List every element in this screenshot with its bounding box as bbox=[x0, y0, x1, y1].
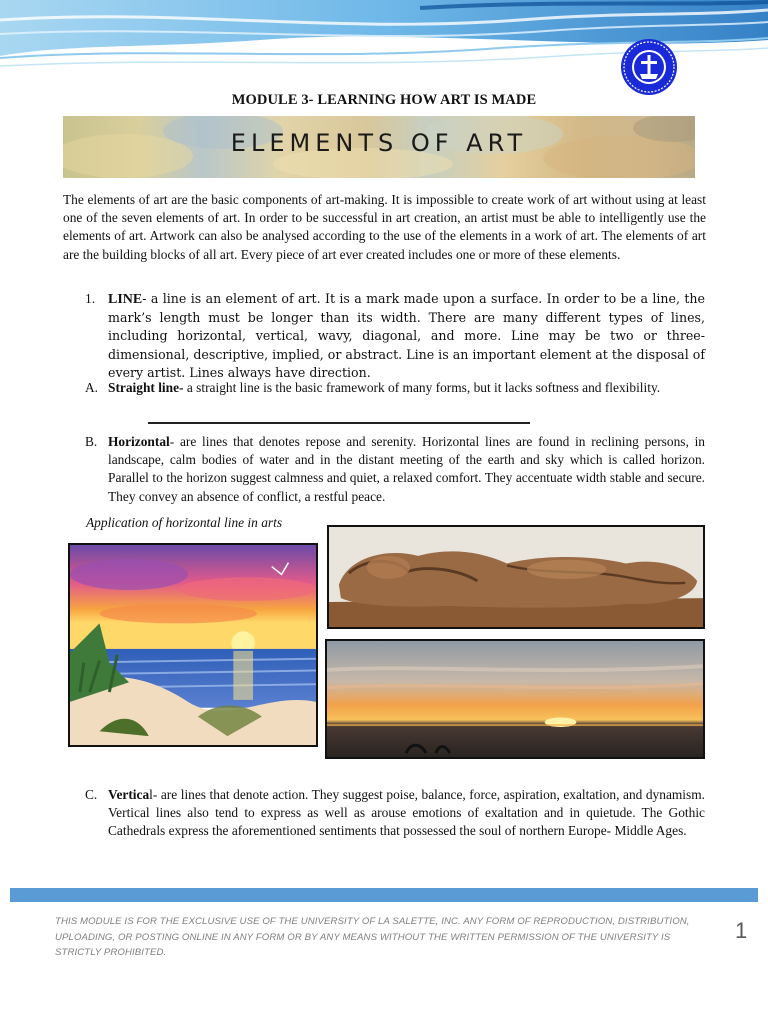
footer-copyright-notice: THIS MODULE IS FOR THE EXCLUSIVE USE OF THE UNIVERSITY OF LA SALETTE, INC. ANY FORM OF REPRODUCTION, DISTRIBUTION, UPLOADING, OR POSTING ONLINE IN ANY FORM OR BY ANY MEANS WITHOUT THE WRITTEN PERMISSION OF THE UNIVERSITY IS STRICTLY PROHIBITED. bbox=[55, 916, 690, 958]
elements-of-art-banner bbox=[63, 116, 695, 178]
university-seal-icon bbox=[620, 38, 678, 96]
list-item-horizontal bbox=[85, 433, 705, 506]
list-marker: 1. bbox=[85, 291, 96, 306]
intro-paragraph: The elements of art are the basic components of art-making. It is impossible to create work of art without using at least one of the seven elements of art. In order to be successful in art creation, an artist must be able to intelligently use the elements of art. Artwork can also be analysed according to the use of the elements in a work of art. The elements of art are the building blocks of all art. Every piece of art ever created includes one or more of these elements. bbox=[63, 192, 706, 262]
list-item-line bbox=[85, 290, 705, 382]
straight-line-definition: a straight line is the basic framework of many forms, but it lacks softness and flexibility. bbox=[183, 380, 661, 395]
reclining-figure-sculpture-image bbox=[327, 525, 705, 629]
horizontal-definition: - are lines that denotes repose and serenity. Horizontal lines are found in reclining persons, in landscape, calm bodies of water and in the distant meeting of the earth and sky which is called horizon. Parallel to the horizon suggest calmness and quiet, a relaxed comfort. They accentuate width stable and secure. They convey an absence of conflict, a restful peace. bbox=[108, 434, 705, 504]
module-title: MODULE 3- LEARNING HOW ART IS MADE bbox=[231, 92, 537, 108]
list-item-straight-line bbox=[85, 379, 705, 397]
term-straight-line: Straight line- bbox=[108, 380, 184, 395]
banner-title: ELEMENTS OF ART bbox=[230, 129, 528, 157]
horizon-sunset-photo-image bbox=[325, 639, 705, 759]
term-vertical: Vertica bbox=[108, 787, 150, 802]
vertical-definition: l- are lines that denote action. They suggest poise, balance, force, aspiration, exaltation, and dynamism. Vertical lines also tend to express as well as arouse emotions of exaltation and in quietude. The Gothic Cathedrals express the aforementioned sentiments that possessed the soul of northern Europe- Middle Ages. bbox=[108, 787, 705, 839]
list-marker: A. bbox=[85, 380, 99, 395]
footer-bar bbox=[10, 888, 758, 902]
page-number: 1 bbox=[735, 918, 748, 943]
straight-line-example bbox=[148, 422, 530, 424]
figure-caption: Application of horizontal line in arts bbox=[86, 515, 283, 530]
list-marker: B. bbox=[85, 434, 98, 449]
list-marker: C. bbox=[85, 787, 98, 802]
beach-sunset-painting-image bbox=[68, 543, 318, 747]
term-horizontal: Horizontal bbox=[108, 434, 170, 449]
term-line: LINE bbox=[108, 292, 143, 307]
line-definition: - a line is an element of art. It is a mark made upon a surface. In order to be a line, the mark’s length must be longer than its width. There are many different types of lines, including horizontal, vertical, wavy, diagonal, and more. Line may be two or three-dimensional, descriptive, implied, or abstract. Line is an important element at the disposal of every artist. Lines always have direction. bbox=[108, 291, 705, 380]
list-item-vertical bbox=[85, 786, 705, 841]
